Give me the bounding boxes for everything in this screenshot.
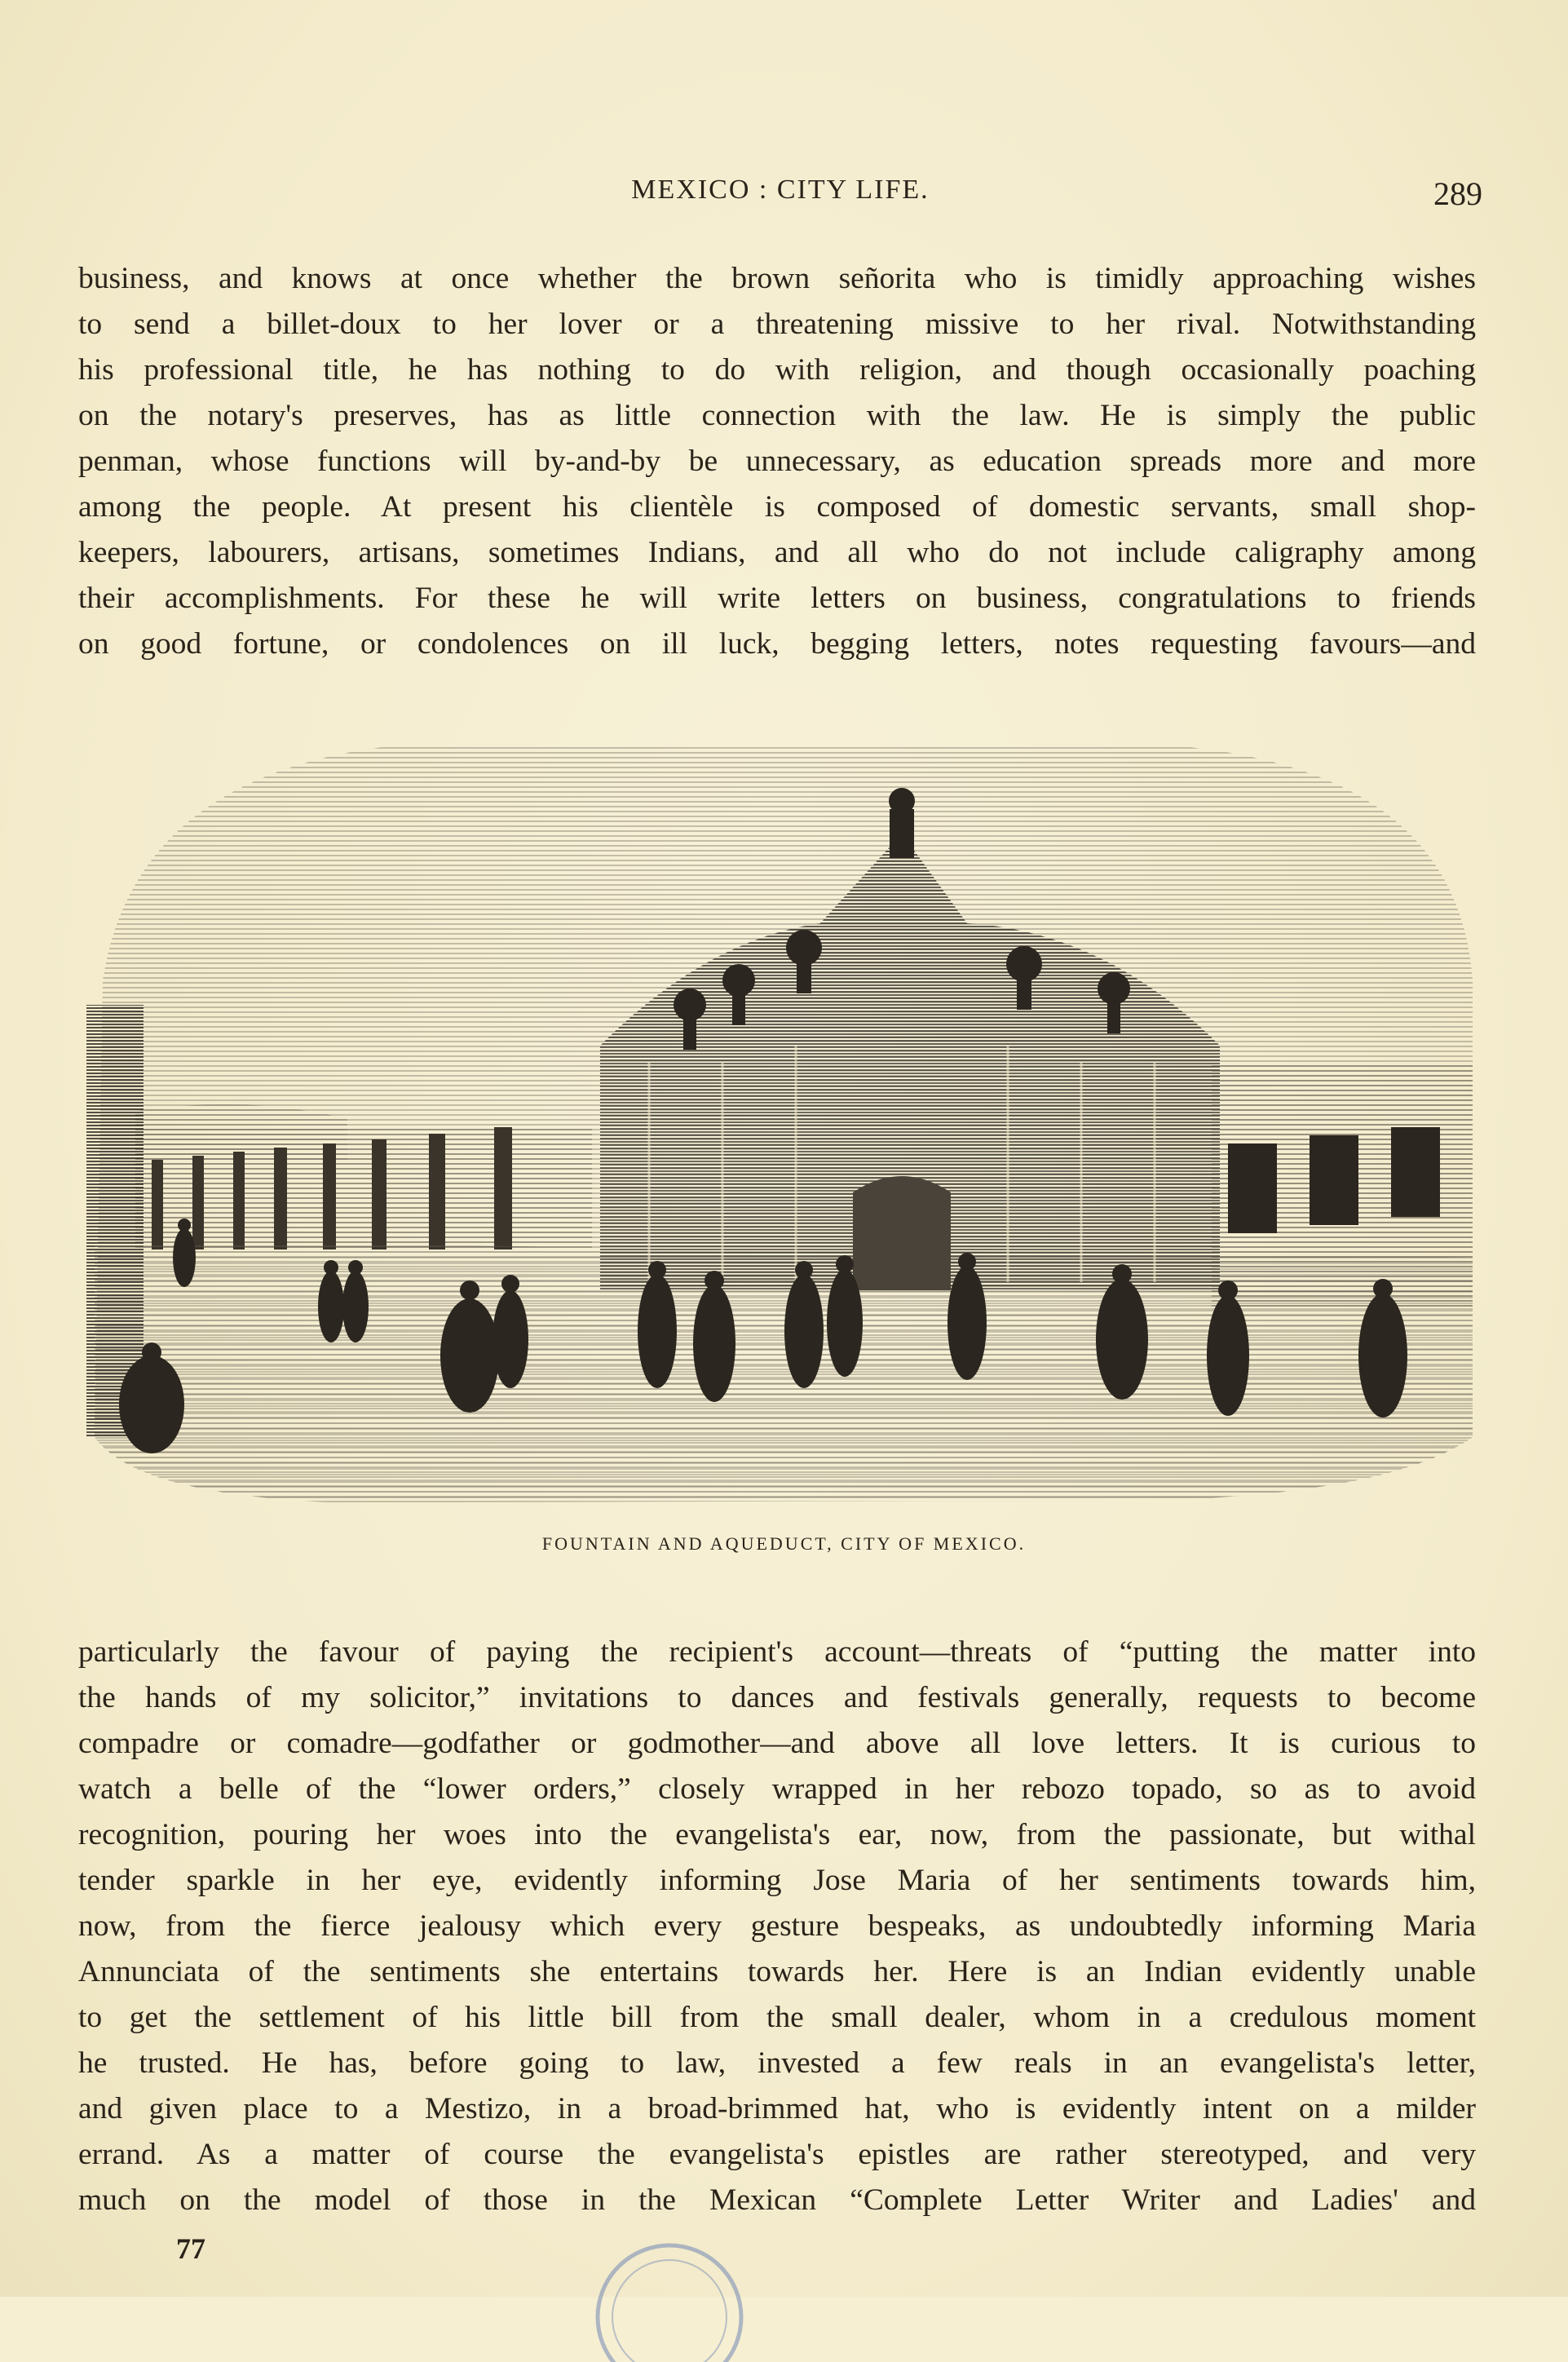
running-head: MEXICO : CITY LIFE.: [631, 175, 930, 205]
text-line: watch a belle of the “lower orders,” closely wrapped in her rebozo topado, so as to avoid: [78, 1772, 1476, 1806]
text-line: particularly the favour of paying the recipient's account—threats of “putting the matter into: [78, 1635, 1476, 1669]
text-line: his professional title, he has nothing to do with religion, and though occasionally poaching: [78, 353, 1476, 387]
text-line: on good fortune, or condolences on ill luck, begging letters, notes requesting favours—and: [78, 627, 1476, 661]
page-number: 289: [1433, 175, 1482, 212]
text-line: and given place to a Mestizo, in a broad-brimmed hat, who is evidently intent on a milder: [78, 2092, 1476, 2125]
text-line: errand. As a matter of course the evangelista's epistles are rather stereotyped, and very: [78, 2138, 1476, 2171]
text-line: their accomplishments. For these he will write letters on business, congratulations to friends: [78, 582, 1476, 615]
text-line: to send a billet-doux to her lover or a threatening missive to her rival. Notwithstanding: [78, 307, 1476, 341]
text-line: the hands of my solicitor,” invitations to dances and festivals generally, requests to become: [78, 1681, 1476, 1714]
page-header: [78, 175, 1482, 223]
library-stamp: [584, 2232, 755, 2362]
text-line: among the people. At present his clientèle is composed of domestic servants, small shop-: [78, 490, 1476, 524]
text-line: penman, whose functions will by-and-by be unnecessary, as education spreads more and more: [78, 445, 1476, 478]
text-line: tender sparkle in her eye, evidently informing Jose Maria of her sentiments towards him,: [78, 1864, 1476, 1897]
text-line: now, from the fierce jealousy which every gesture bespeaks, as undoubtedly informing Maria: [78, 1909, 1476, 1943]
text-line: on the notary's preserves, has as little connection with the law. He is simply the public: [78, 399, 1476, 432]
signature-mark: 77: [176, 2232, 205, 2265]
text-line: keepers, labourers, artisans, sometimes Indians, and all who do not include caligraphy among: [78, 536, 1476, 569]
text-line: compadre or comadre—godfather or godmother—and above all love letters. It is curious to: [78, 1727, 1476, 1760]
text-line: to get the settlement of his little bill from the small dealer, whom in a credulous moment: [78, 2001, 1476, 2034]
fountain-aqueduct-engraving: [86, 736, 1476, 1509]
paragraph-bottom: [78, 1630, 1476, 2223]
text-line: much on the model of those in the Mexican “Complete Letter Writer and Ladies' and: [78, 2183, 1476, 2217]
text-line: business, and knows at once whether the brown señorita who is timidly approaching wishes: [78, 262, 1476, 295]
text-line: recognition, pouring her woes into the evangelista's ear, now, from the passionate, but withal: [78, 1818, 1476, 1851]
right-building: [1212, 1062, 1473, 1307]
arcade-left: [135, 1127, 592, 1250]
text-line: Annunciata of the sentiments she entertains towards her. Here is an Indian evidently unable: [78, 1955, 1476, 1988]
paragraph-top: [78, 256, 1476, 667]
illustration-caption: FOUNTAIN AND AQUEDUCT, CITY OF MEXICO.: [541, 1533, 1027, 1554]
text-line: he trusted. He has, before going to law, invested a few reals in an evangelista's letter,: [78, 2046, 1476, 2080]
